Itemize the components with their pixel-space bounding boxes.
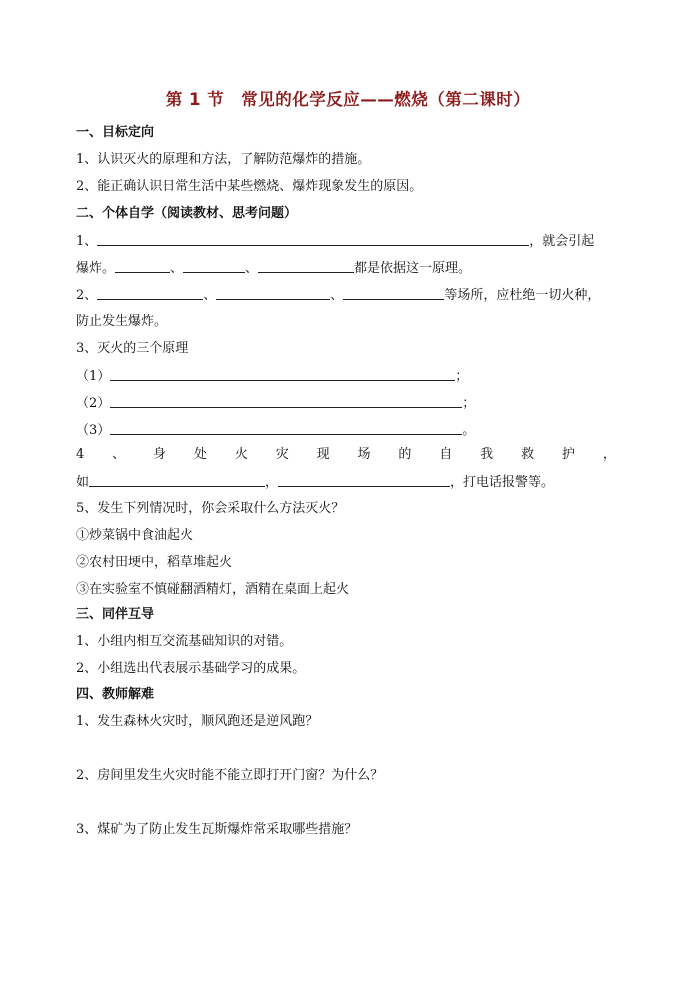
question-1-line-2 bbox=[76, 259, 471, 278]
scenario-3: ③在实验室不慎碰翻酒精灯，酒精在桌面上起火 bbox=[76, 582, 350, 597]
section-3-heading: 三、同伴互导 bbox=[76, 607, 155, 622]
question-4-line-1 bbox=[76, 446, 616, 464]
principle-2 bbox=[76, 394, 475, 413]
answer-blank[interactable] bbox=[216, 286, 330, 300]
question-1-end: 都是依据这一原理。 bbox=[354, 261, 472, 276]
q4-prefix: 如 bbox=[76, 475, 90, 490]
q4-char: 自 bbox=[439, 447, 453, 462]
separator: 、 bbox=[330, 288, 344, 303]
goal-item-2: 2、能正确认识日常生活中某些燃烧、爆炸现象发生的原因。 bbox=[76, 179, 423, 194]
question-2-line-1 bbox=[76, 286, 600, 305]
q4-char: 护 bbox=[561, 447, 575, 462]
peer-item-2: 2、小组选出代表展示基础学习的成果。 bbox=[76, 661, 306, 676]
punctuation: 。 bbox=[462, 423, 476, 438]
scenario-2: ②农村田埂中，稻草堆起火 bbox=[76, 555, 233, 570]
question-1-number: 1、 bbox=[76, 234, 98, 249]
q4-char: 救 bbox=[521, 447, 535, 462]
question-1-line-1 bbox=[76, 232, 594, 251]
answer-blank[interactable] bbox=[97, 232, 529, 246]
question-1-tail: ，就会引起 bbox=[529, 234, 595, 249]
answer-blank[interactable] bbox=[278, 473, 450, 487]
page-title: 第 1 节 常见的化学反应——燃烧（第二课时） bbox=[165, 90, 531, 109]
q4-char: 4 bbox=[76, 447, 85, 462]
q4-char: 我 bbox=[480, 447, 494, 462]
separator: 、 bbox=[170, 261, 184, 276]
answer-blank[interactable] bbox=[183, 259, 245, 273]
q4-char: 灾 bbox=[275, 447, 289, 462]
q4-char: 、 bbox=[112, 447, 126, 462]
answer-blank[interactable] bbox=[258, 259, 354, 273]
principle-number: （1） bbox=[76, 369, 111, 384]
goal-item-1: 1、认识灭火的原理和方法，了解防范爆炸的措施。 bbox=[76, 152, 371, 167]
q4-char: 身 bbox=[153, 447, 167, 462]
question-2-tail: 等场所，应杜绝一切火种， bbox=[444, 288, 601, 303]
scenario-1: ①炒菜锅中食油起火 bbox=[76, 528, 194, 543]
question-2-number: 2、 bbox=[76, 288, 98, 303]
q4-char: 处 bbox=[193, 447, 207, 462]
answer-blank[interactable] bbox=[343, 286, 444, 300]
teacher-item-1: 1、发生森林火灾时，顺风跑还是逆风跑？ bbox=[76, 714, 319, 729]
teacher-item-2: 2、房间里发生火灾时能不能立即打开门窗？为什么？ bbox=[76, 768, 384, 783]
punctuation: ； bbox=[455, 369, 469, 384]
q4-char: ， bbox=[602, 447, 616, 462]
punctuation: ； bbox=[462, 396, 476, 411]
q4-char: 现 bbox=[316, 447, 330, 462]
answer-blank[interactable] bbox=[110, 394, 462, 408]
section-1-heading: 一、目标定向 bbox=[76, 125, 155, 140]
answer-blank[interactable] bbox=[97, 286, 203, 300]
principle-number: （3） bbox=[76, 423, 111, 438]
q4-char: 的 bbox=[398, 447, 412, 462]
q4-char: 场 bbox=[357, 447, 371, 462]
principle-number: （2） bbox=[76, 396, 111, 411]
question-5: 5、发生下列情况时，你会采取什么方法灭火？ bbox=[76, 501, 345, 516]
answer-blank[interactable] bbox=[110, 367, 455, 381]
principle-3 bbox=[76, 421, 475, 440]
q4-char: 火 bbox=[234, 447, 248, 462]
question-4-line-2 bbox=[76, 473, 554, 492]
separator: 、 bbox=[245, 261, 259, 276]
section-2-heading: 二、个体自学（阅读教材、思考问题） bbox=[76, 206, 298, 221]
question-1-prefix: 爆炸。 bbox=[76, 261, 116, 276]
section-4-heading: 四、教师解难 bbox=[76, 687, 155, 702]
answer-blank[interactable] bbox=[89, 473, 265, 487]
answer-blank[interactable] bbox=[110, 421, 462, 435]
question-2-line-2: 防止发生爆炸。 bbox=[76, 314, 168, 329]
principle-1 bbox=[76, 367, 468, 386]
answer-blank[interactable] bbox=[115, 259, 170, 273]
separator: 、 bbox=[203, 288, 217, 303]
question-3: 3、灭火的三个原理 bbox=[76, 341, 189, 356]
separator: ， bbox=[265, 475, 279, 490]
teacher-item-3: 3、煤矿为了防止发生瓦斯爆炸常采取哪些措施？ bbox=[76, 822, 358, 837]
peer-item-1: 1、小组内相互交流基础知识的对错。 bbox=[76, 634, 293, 649]
q4-tail: ，打电话报警等。 bbox=[450, 475, 555, 490]
